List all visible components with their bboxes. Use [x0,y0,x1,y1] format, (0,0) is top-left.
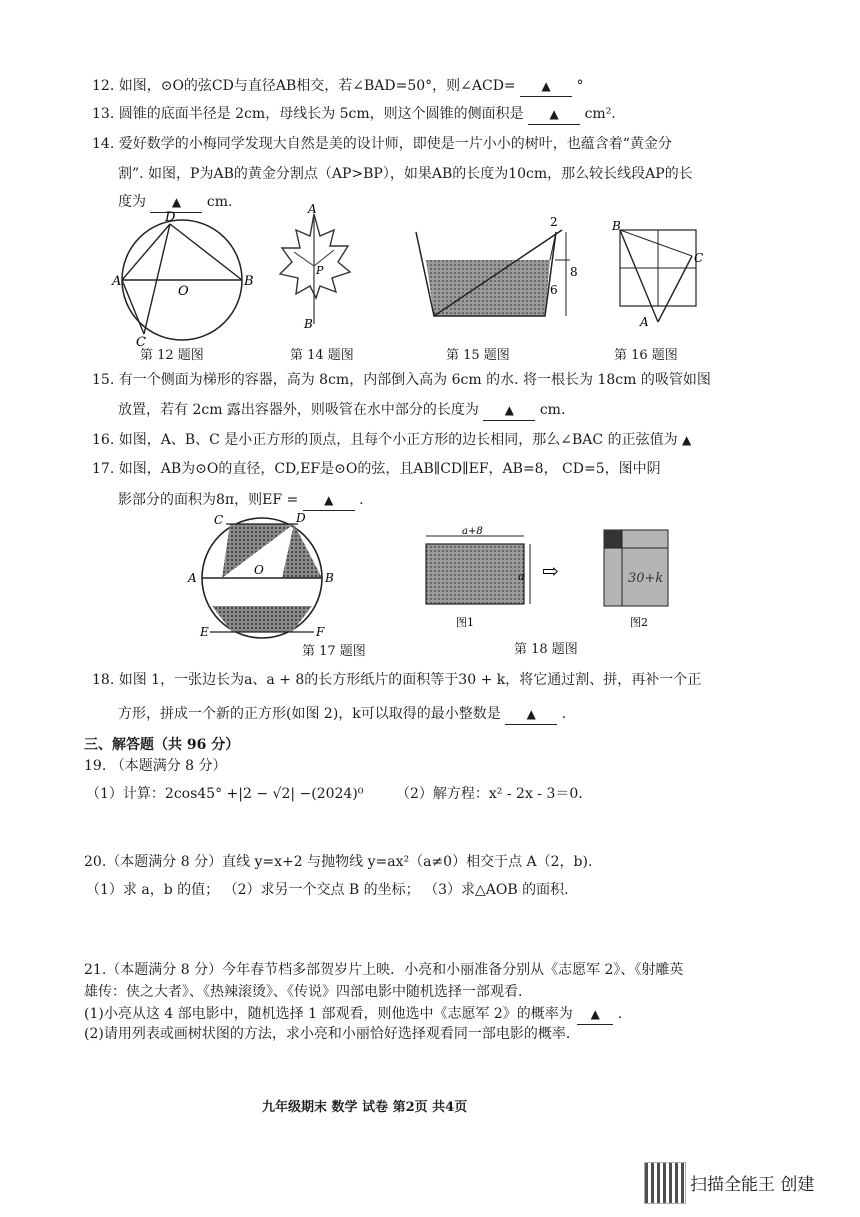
fig18-label-fig1: 图1 [456,616,474,629]
question-14-line3-text: 度为 [118,194,146,210]
question-12-tail: ° [576,78,584,94]
answer-blank-14: ▲ [150,192,202,213]
question-21-line4: (2)请用列表或画树状图的方法，求小亮和小丽恰好选择观看同一部电影的概率. [84,1026,571,1042]
section-heading: 三、解答题（共 96 分） [84,737,240,753]
fig17-label-a: A [188,571,197,585]
scanner-watermark: 扫描全能王 创建 [690,1175,815,1195]
question-18-line1: 18. 如图 1，一张边长为a、a + 8的长方形纸片的面积等于30 + k，将它通过割、拼，再补一个正 [92,672,702,688]
question-21-line3 [84,1004,622,1025]
fig16-label-c: C [694,251,704,265]
question-15-tail: cm. [539,402,566,418]
fig12-label-d: D [165,210,176,225]
question-17-tail: . [359,492,364,508]
question-17-line2 [118,490,364,511]
answer-blank-12: ▲ [520,76,572,97]
question-14-line2: 割”. 如图，P为AB的黄金分割点（AP>BP），如果AB的长度为10cm，那么较长线段AP的长 [118,166,693,182]
caption-fig16: 第 16 题图 [614,348,678,363]
question-16 [92,430,691,450]
fig16-label-b: B [612,219,621,233]
fig15-label-six: 6 [550,283,558,297]
question-19-part1: （1）计算：2cos45° +|2 − √2| −(2024)⁰ [86,786,364,802]
fig17-label-f: F [316,625,325,639]
fig14-label-b: B [304,317,313,331]
answer-blank-13: ▲ [528,104,580,125]
fig14-label-p: P [316,264,324,277]
fig12-label-a: A [112,274,122,289]
caption-fig17: 第 17 题图 [302,644,366,659]
fig17-label-o: O [254,563,264,577]
fig18-label-top: a+8 [462,526,483,537]
caption-fig12: 第 12 题图 [140,348,204,363]
fig17-label-b: B [325,571,334,585]
figure-17 [182,510,342,642]
fig12-label-b: B [244,274,254,289]
question-20-line1: 20.（本题满分 8 分）直线 y=x+2 与抛物线 y=ax²（a≠0）相交于点 A（2，b). [84,854,593,870]
answer-blank-17: ▲ [303,490,355,511]
fig17-label-d: D [296,511,306,525]
question-12-text: 12. 如图，⊙O的弦CD与直径AB相交，若∠BAD=50°，则∠ACD= [92,78,516,94]
caption-fig18: 第 18 题图 [514,642,578,657]
question-17-line1: 17. 如图，AB为⊙O的直径，CD,EF是⊙O的弦，且AB∥CD∥EF，AB=8， CD=5，图中阴 [92,461,661,477]
fig12-label-o: O [178,284,189,299]
page-footer: 九年级期末 数学 试卷 第2页 共4页 [262,1100,468,1115]
question-17-line2-text: 影部分的面积为8π，则EF = [118,492,299,508]
fig17-label-e: E [200,625,209,639]
question-15-line2 [118,400,565,421]
question-12 [92,76,584,97]
fig15-label-two: 2 [550,215,558,229]
caption-fig15: 第 15 题图 [446,348,510,363]
question-20-line2: （1）求 a，b 的值； （2）求另一个交点 B 的坐标； （3）求△AOB 的面积. [86,882,569,898]
figure-12 [112,210,254,350]
figure-16 [610,218,706,328]
question-21-line1: 21.（本题满分 8 分）今年春节档多部贺岁片上映．小亮和小丽准备分别从《志愿军 2》、《射雕英 [84,962,684,978]
question-13 [92,104,616,125]
question-19-title: 19. （本题满分 8 分） [84,758,227,774]
question-14-tail: cm. [206,194,233,210]
question-18-line2-text: 方形，拼成一个新的正方形(如图 2)，k可以取得的最小整数是 [118,706,501,722]
answer-blank-18: ▲ [505,704,557,725]
question-16-text: 16. 如图，A、B、C 是小正方形的顶点，且每个小正方形的边长相同，那么∠BAC 的正弦值为 [92,432,678,448]
question-21-line3-tail: . [617,1006,623,1022]
question-18-line2 [118,704,566,725]
fig18-label-side: a [518,570,525,583]
fig16-label-a: A [640,315,649,329]
fig12-label-c: C [136,335,146,350]
answer-blank-16: ▲ [682,433,692,447]
figure-18 [418,526,688,632]
question-13-text: 13. 圆锥的底面半径是 2cm，母线长为 5cm，则这个圆锥的侧面积是 [92,106,524,122]
figure-15 [410,212,580,324]
fig18-label-fig2: 图2 [630,616,648,629]
fig15-label-eight: 8 [570,265,578,279]
question-18-tail: . [561,706,567,722]
question-15-line2-text: 放置，若有 2cm 露出容器外，则吸管在水中部分的长度为 [118,402,479,418]
caption-fig14: 第 14 题图 [290,348,354,363]
fig18-handwriting: 30+k [628,571,664,586]
fig14-label-a: A [308,202,317,216]
question-15-line1: 15. 有一个侧面为梯形的容器，高为 8cm，内部倒入高为 6cm 的水. 将一根长为 18cm 的吸管如图 [92,372,711,388]
answer-blank-21: ▲ [577,1004,613,1025]
arrow-icon: ⇨ [542,559,559,583]
figure-14 [274,202,354,331]
question-13-tail: cm². [584,106,616,122]
question-21-line3-text: (1)小亮从这 4 部电影中，随机选择 1 部观看，则他选中《志愿军 2》的概率为 [84,1006,573,1022]
fig17-label-c: C [214,513,224,527]
question-21-line2: 雄传：侠之大者》、《热辣滚烫》、《传说》四部电影中随机选择一部观看. [84,984,523,1000]
answer-blank-15: ▲ [483,400,535,421]
question-19-part2: （2）解方程：x² - 2x - 3＝0. [396,786,583,802]
scanner-qr-icon [644,1162,686,1204]
question-14-line1: 14. 爱好数学的小梅同学发现大自然是美的设计师，即使是一片小小的树叶，也蕴含着“黄金分 [92,136,672,152]
